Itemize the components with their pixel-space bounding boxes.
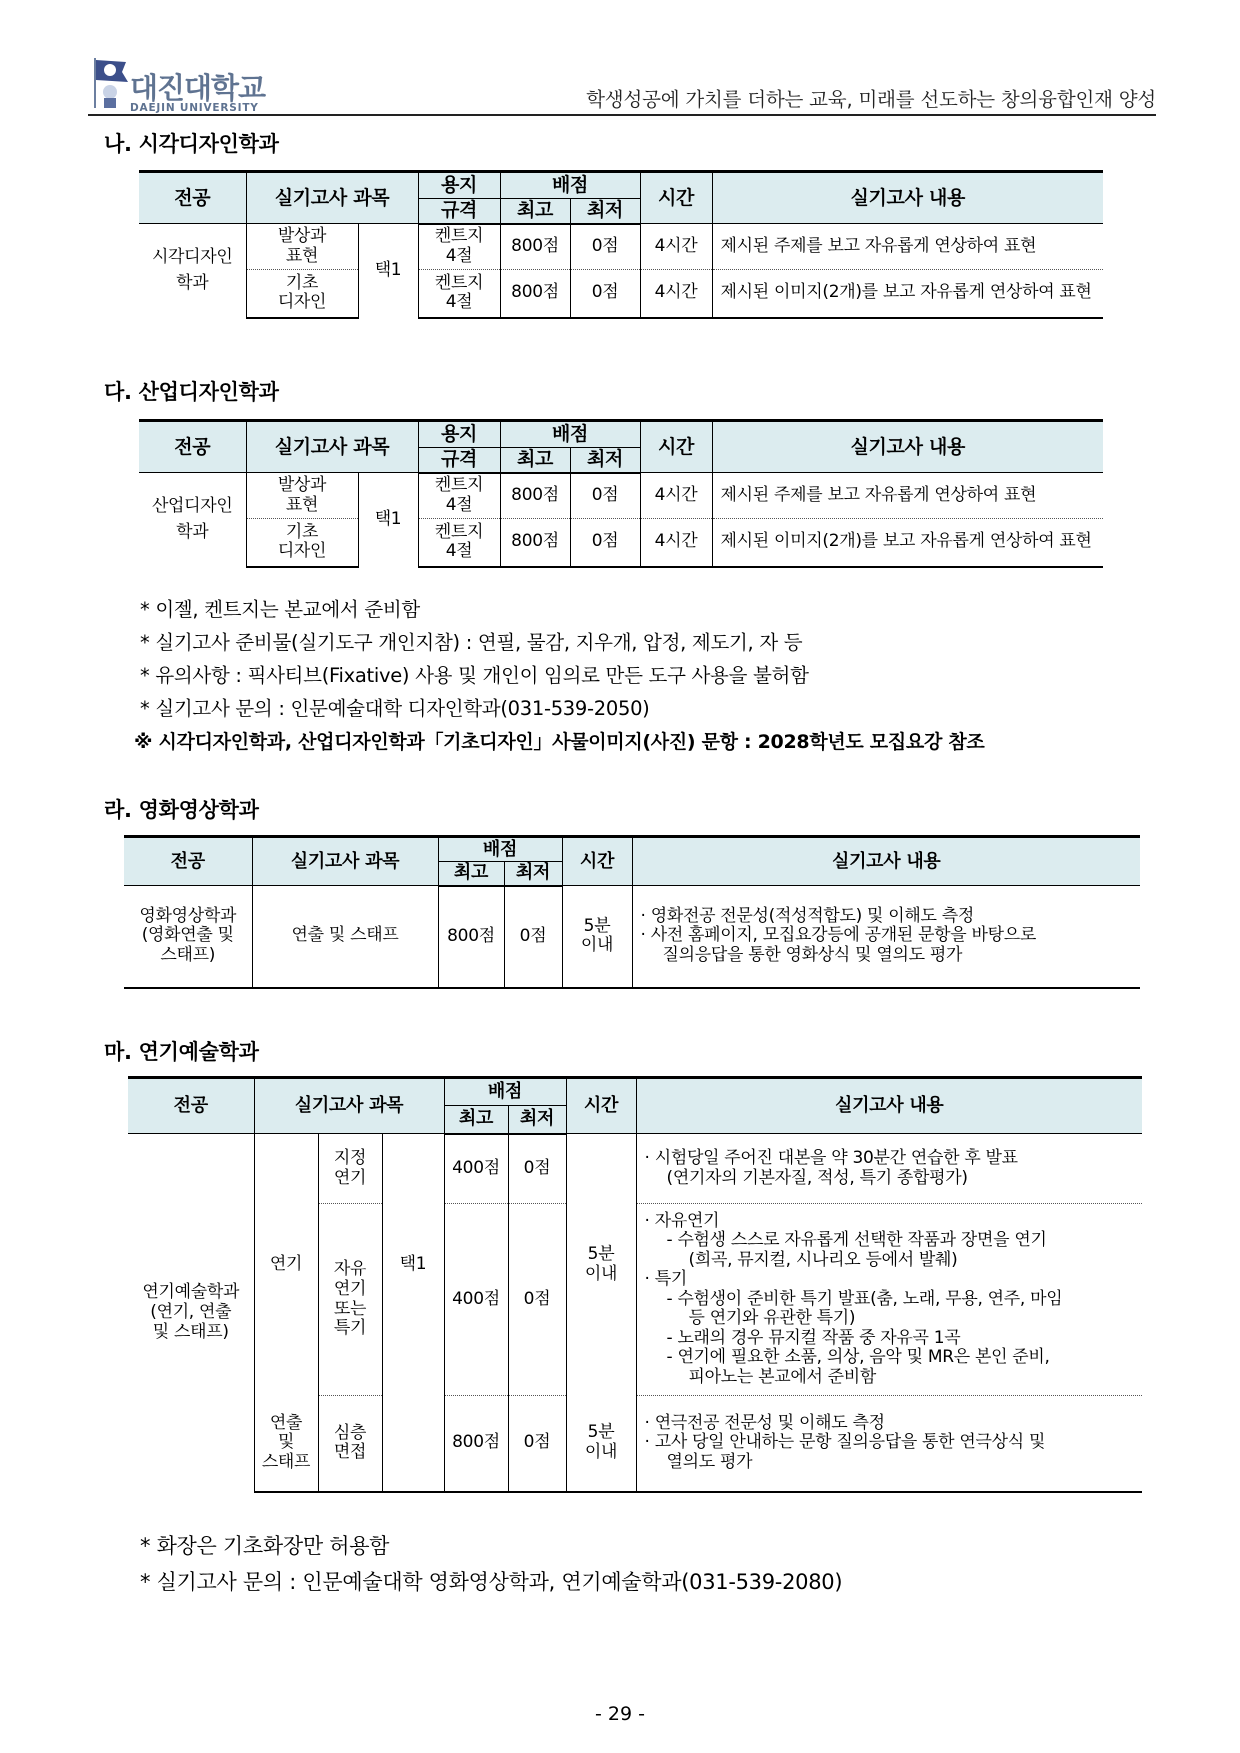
max-score-cell: 400점: [444, 1134, 508, 1204]
header-score: 배점: [500, 421, 640, 448]
section-title-visual-design: 나. 시각디자인학과: [104, 132, 279, 156]
film-table: [124, 835, 1140, 989]
time-cell: 4시간: [640, 270, 712, 318]
header-content: 실기고사 내용: [712, 421, 1103, 473]
header-major: 전공: [139, 172, 246, 224]
header-min: 최저: [504, 862, 562, 886]
major-cell: 시각디자인 학과: [139, 224, 246, 318]
content-cell: 제시된 이미지(2개)를 보고 자유롭게 연상하여 표현: [712, 270, 1103, 318]
acting-table: [128, 1076, 1142, 1493]
header-score: 배점: [438, 837, 562, 862]
header-subject: 실기고사 과목: [246, 421, 418, 473]
header-content: 실기고사 내용: [636, 1078, 1142, 1134]
content-cell: · 자유연기 - 수험생 스스로 자유롭게 선택한 작품과 장면을 연기 (희곡, 뮤지컬, 시나리오 등에서 발췌) · 특기 - 수험생이 준비한 특기 발표(춤, 노래, 무용, 연주, 마임 등 연기와 유관한 특기) - 노래의 경우 뮤지컬 작품 중 자유곡 1곡 - 연기에 필요한 소품, 의상, 음악 및 MR은 본인 준비, 피아노는 본교에서 준비함: [636, 1204, 1142, 1396]
major-cell: 영화영상학과 (영화연출 및 스태프): [124, 886, 252, 988]
min-score-cell: 0점: [570, 473, 640, 519]
time-cell: 4시간: [640, 224, 712, 270]
subject-cell: 심층 면접: [318, 1396, 382, 1492]
content-cell: · 영화전공 전문성(적성적합도) 및 이해도 측정 · 사전 홈페이지, 모집요강등에 공개된 문항을 바탕으로 질의응답을 통한 영화상식 및 열의도 평가: [632, 886, 1140, 988]
subject-cell: 발상과 표현: [246, 473, 358, 519]
choice-empty-cell: [382, 1396, 444, 1492]
header-paper-1: 용지: [418, 172, 500, 199]
header-time: 시간: [640, 421, 712, 473]
paper-cell: 켄트지 4절: [418, 224, 500, 270]
time-cell: 4시간: [640, 473, 712, 519]
section-title-industrial-design: 다. 산업디자인학과: [104, 380, 279, 404]
max-score-cell: 800점: [500, 519, 570, 567]
max-score-cell: 800점: [500, 270, 570, 318]
major-cell: 연기예술학과 (연기, 연출 및 스태프): [128, 1134, 254, 1492]
note-inquiry-design: * 실기고사 문의 : 인문예술대학 디자인학과(031-539-2050): [140, 697, 650, 720]
logo-english-name: DAEJIN UNIVERSITY: [130, 102, 259, 114]
note-easel: * 이젤, 켄트지는 본교에서 준비함: [140, 598, 420, 621]
major-cell: 산업디자인 학과: [139, 473, 246, 567]
subject-cell: 기초 디자인: [246, 270, 358, 318]
content-cell: · 시험당일 주어진 대본을 약 30분간 연습한 후 발표 (연기자의 기본자질, 적성, 특기 종합평가): [636, 1134, 1142, 1204]
note-makeup: * 화장은 기초화장만 허용함: [140, 1534, 390, 1558]
header-slogan: 학생성공에 가치를 더하는 교육, 미래를 선도하는 창의융합인재 양성: [586, 88, 1156, 111]
min-score-cell: 0점: [508, 1396, 566, 1492]
paper-cell: 켄트지 4절: [418, 473, 500, 519]
time-cell: 5분 이내: [566, 1396, 636, 1492]
header-max: 최고: [444, 1106, 508, 1134]
min-score-cell: 0점: [508, 1134, 566, 1204]
content-cell: 제시된 주제를 보고 자유롭게 연상하여 표현: [712, 224, 1103, 270]
directing-category-cell: 연출 및 스태프: [254, 1396, 318, 1492]
header-time: 시간: [640, 172, 712, 224]
max-score-cell: 800점: [500, 224, 570, 270]
university-logo: [88, 52, 298, 114]
max-score-cell: 400점: [444, 1204, 508, 1396]
note-materials: * 실기고사 준비물(실기도구 개인지참) : 연필, 물감, 지우개, 압정, 제도기, 자 등: [140, 631, 803, 654]
max-score-cell: 800점: [500, 473, 570, 519]
min-score-cell: 0점: [570, 519, 640, 567]
paper-cell: 켄트지 4절: [418, 270, 500, 318]
note-inquiry-acting: * 실기고사 문의 : 인문예술대학 영화영상학과, 연기예술학과(031-539-2080): [140, 1570, 843, 1594]
page-number: - 29 -: [595, 1703, 645, 1725]
header-score: 배점: [444, 1078, 566, 1106]
subject-cell: 발상과 표현: [246, 224, 358, 270]
header-paper-2: 규격: [418, 199, 500, 224]
note-caution: * 유의사항 : 픽사티브(Fixative) 사용 및 개인이 임의로 만든 도구 사용을 불허함: [140, 664, 809, 687]
content-cell: · 연극전공 전문성 및 이해도 측정 · 고사 당일 안내하는 문항 질의응답을 통한 연극상식 및 열의도 평가: [636, 1396, 1142, 1492]
subject-cell: 지정 연기: [318, 1134, 382, 1204]
header-max: 최고: [500, 199, 570, 224]
header-min: 최저: [570, 448, 640, 473]
header-paper-2: 규격: [418, 448, 500, 473]
section-title-acting: 마. 연기예술학과: [104, 1040, 259, 1064]
header-major: 전공: [128, 1078, 254, 1134]
max-score-cell: 800점: [438, 886, 504, 988]
min-score-cell: 0점: [570, 270, 640, 318]
visual-design-table: [139, 170, 1103, 319]
header-score: 배점: [500, 172, 640, 199]
max-score-cell: 800점: [444, 1396, 508, 1492]
header-subject: 실기고사 과목: [254, 1078, 444, 1134]
choice-cell: 택1: [358, 224, 418, 318]
header-major: 전공: [139, 421, 246, 473]
time-cell: 4시간: [640, 519, 712, 567]
header-time: 시간: [562, 837, 632, 886]
header-major: 전공: [124, 837, 252, 886]
content-cell: 제시된 이미지(2개)를 보고 자유롭게 연상하여 표현: [712, 519, 1103, 567]
paper-cell: 켄트지 4절: [418, 519, 500, 567]
header-content: 실기고사 내용: [712, 172, 1103, 224]
choice-cell: 택1: [382, 1134, 444, 1396]
header-paper-1: 용지: [418, 421, 500, 448]
min-score-cell: 0점: [570, 224, 640, 270]
header-subject: 실기고사 과목: [246, 172, 418, 224]
min-score-cell: 0점: [508, 1204, 566, 1396]
industrial-design-table: [139, 419, 1103, 568]
logo-korean-name: 대진대학교: [130, 71, 266, 105]
time-cell: 5분 이내: [562, 886, 632, 988]
min-score-cell: 0점: [504, 886, 562, 988]
time-cell: 5분 이내: [566, 1134, 636, 1396]
header-divider: [88, 114, 1156, 116]
header-time: 시간: [566, 1078, 636, 1134]
header-min: 최저: [570, 199, 640, 224]
note-reference: ※ 시각디자인학과, 산업디자인학과「기초디자인」사물이미지(사진) 문항 : 2028학년도 모집요강 참조: [134, 731, 985, 753]
header-max: 최고: [438, 862, 504, 886]
header-subject: 실기고사 과목: [252, 837, 438, 886]
header-max: 최고: [500, 448, 570, 473]
subject-cell: 연출 및 스태프: [252, 886, 438, 988]
subject-cell: 기초 디자인: [246, 519, 358, 567]
acting-category-cell: 연기: [254, 1134, 318, 1396]
subject-cell: 자유 연기 또는 특기: [318, 1204, 382, 1396]
header-content: 실기고사 내용: [632, 837, 1140, 886]
section-title-film: 라. 영화영상학과: [104, 798, 259, 822]
content-cell: 제시된 주제를 보고 자유롭게 연상하여 표현: [712, 473, 1103, 519]
choice-cell: 택1: [358, 473, 418, 567]
mascot-flag-icon: [88, 56, 132, 110]
header-min: 최저: [508, 1106, 566, 1134]
